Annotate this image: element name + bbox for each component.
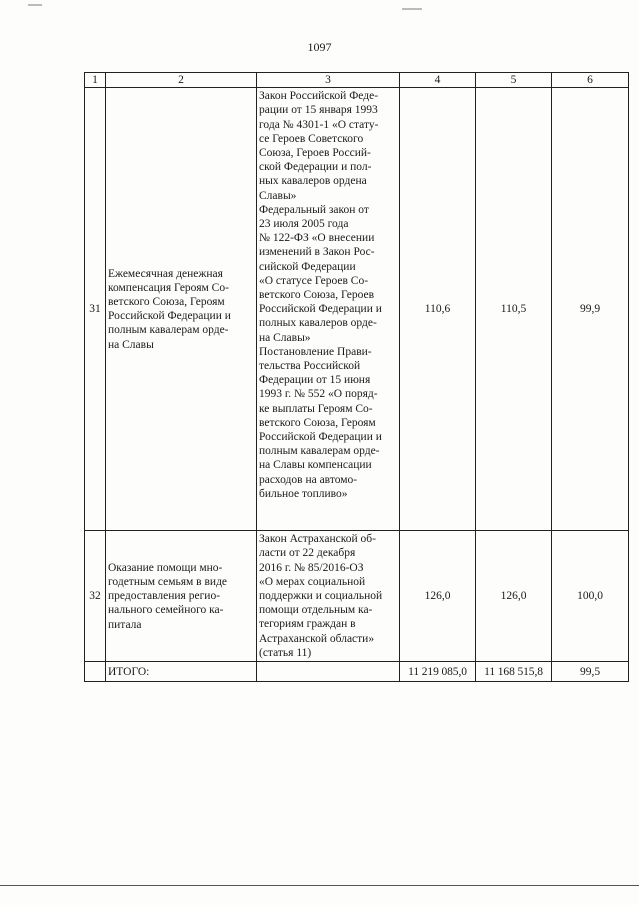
basis-line: рации от 15 января 1993 <box>259 104 378 117</box>
total-empty-cell <box>257 662 400 682</box>
header-col-3: 3 <box>257 73 400 88</box>
row-number: 32 <box>85 531 106 662</box>
basis-line: на Славы компенсации <box>259 459 372 472</box>
basis-line: изменений в Закон Рос- <box>259 246 375 259</box>
basis-line: сийской Федерации <box>259 260 356 273</box>
scan-artifact <box>402 8 422 10</box>
row-value-5: 126,0 <box>476 531 552 662</box>
row-name <box>106 88 257 531</box>
basis-line: Закон Астраханской об- <box>259 533 376 546</box>
row-name-line: ветского Союза, Героям <box>108 296 225 308</box>
basis-line: Славы» <box>259 189 297 202</box>
basis-line: «О статусе Героев Со- <box>259 274 369 287</box>
row-legal-basis <box>257 88 400 531</box>
total-row <box>85 662 629 682</box>
basis-line: ке выплаты Героям Со- <box>259 402 373 415</box>
row-legal-basis <box>257 531 400 662</box>
total-value-4: 11 219 085,0 <box>400 662 476 682</box>
basis-line: 2016 г. № 85/2016-ОЗ <box>259 561 364 574</box>
row-value-6: 99,9 <box>552 88 629 531</box>
budget-table-wrapper <box>84 72 629 682</box>
budget-table <box>84 72 629 682</box>
header-col-4: 4 <box>400 73 476 88</box>
basis-line: года № 4301-1 «О стату- <box>259 118 379 131</box>
row-name-line: Ежемесячная денежная <box>108 267 223 280</box>
table-row <box>85 88 629 531</box>
basis-line: 23 июля 2005 года <box>259 218 349 231</box>
basis-line: ных кавалеров ордена <box>259 175 367 188</box>
basis-line: ветского Союза, Героям <box>259 416 376 429</box>
total-value-6: 99,5 <box>552 662 629 682</box>
scan-artifact <box>28 4 42 6</box>
basis-line: расходов на автомо- <box>259 473 358 486</box>
basis-line: се Героев Советского <box>259 132 364 145</box>
row-name <box>106 531 257 662</box>
basis-line: Постановление Прави- <box>259 345 372 358</box>
table-row <box>85 531 629 662</box>
row-name-line: годетным семьям в виде <box>108 575 228 588</box>
basis-line: на Славы» <box>259 331 311 344</box>
basis-line: тельства Российской <box>259 360 361 373</box>
row-value-4: 126,0 <box>400 531 476 662</box>
header-col-2: 2 <box>106 73 257 88</box>
basis-line: бильное топливо» <box>259 487 348 500</box>
basis-line: Союза, Героев Россий- <box>259 147 371 160</box>
basis-line: полным кавалерам орде- <box>259 445 380 458</box>
page-bottom-rule <box>0 885 639 886</box>
row-name-line: компенсация Героям Со- <box>108 281 229 294</box>
basis-line: ветского Союза, Героев <box>259 289 375 302</box>
basis-line: «О мерах социальной <box>259 575 366 588</box>
basis-line: Российской Федерации и <box>259 303 382 316</box>
basis-line: тегориям граждан в <box>259 618 356 631</box>
header-row <box>85 73 629 88</box>
row-name-line: питала <box>108 618 142 631</box>
basis-line: помощи отдельным ка- <box>259 604 373 617</box>
basis-line: Федерации от 15 июня <box>259 374 371 387</box>
row-name-line: на Славы <box>108 338 154 351</box>
basis-line: поддержки и социальной <box>259 590 383 603</box>
row-name-line: предоставления регио- <box>108 590 221 603</box>
row-value-5: 110,5 <box>476 88 552 531</box>
total-value-5: 11 168 515,8 <box>476 662 552 682</box>
row-name-line: нального семейного ка- <box>108 604 224 617</box>
row-value-6: 100,0 <box>552 531 629 662</box>
row-value-4: 110,6 <box>400 88 476 531</box>
page-number: 1097 <box>307 40 332 54</box>
basis-line: Российской Федерации и <box>259 431 382 444</box>
row-name-line: Российской Федерации и <box>108 310 231 323</box>
basis-line: Федеральный закон от <box>259 203 369 216</box>
basis-line: Закон Российской Феде- <box>259 90 379 103</box>
header-col-1: 1 <box>85 73 106 88</box>
basis-line: Астраханской области» <box>259 632 375 645</box>
header-col-5: 5 <box>476 73 552 88</box>
basis-line: № 122-ФЗ «О внесении <box>259 232 375 245</box>
row-number: 31 <box>85 88 106 531</box>
total-label: ИТОГО: <box>106 662 257 682</box>
basis-line: ласти от 22 декабря <box>259 547 356 560</box>
row-name-line: Оказание помощи мно- <box>108 561 223 574</box>
basis-line: ской Федерации и пол- <box>259 161 372 174</box>
total-empty-cell <box>85 662 106 682</box>
row-name-line: полным кавалерам орде- <box>108 324 229 337</box>
header-col-6: 6 <box>552 73 629 88</box>
basis-line: 1993 г. № 552 «О поряд- <box>259 388 378 401</box>
basis-line: (статья 11) <box>259 646 312 659</box>
basis-line: полных кавалеров орде- <box>259 317 377 330</box>
